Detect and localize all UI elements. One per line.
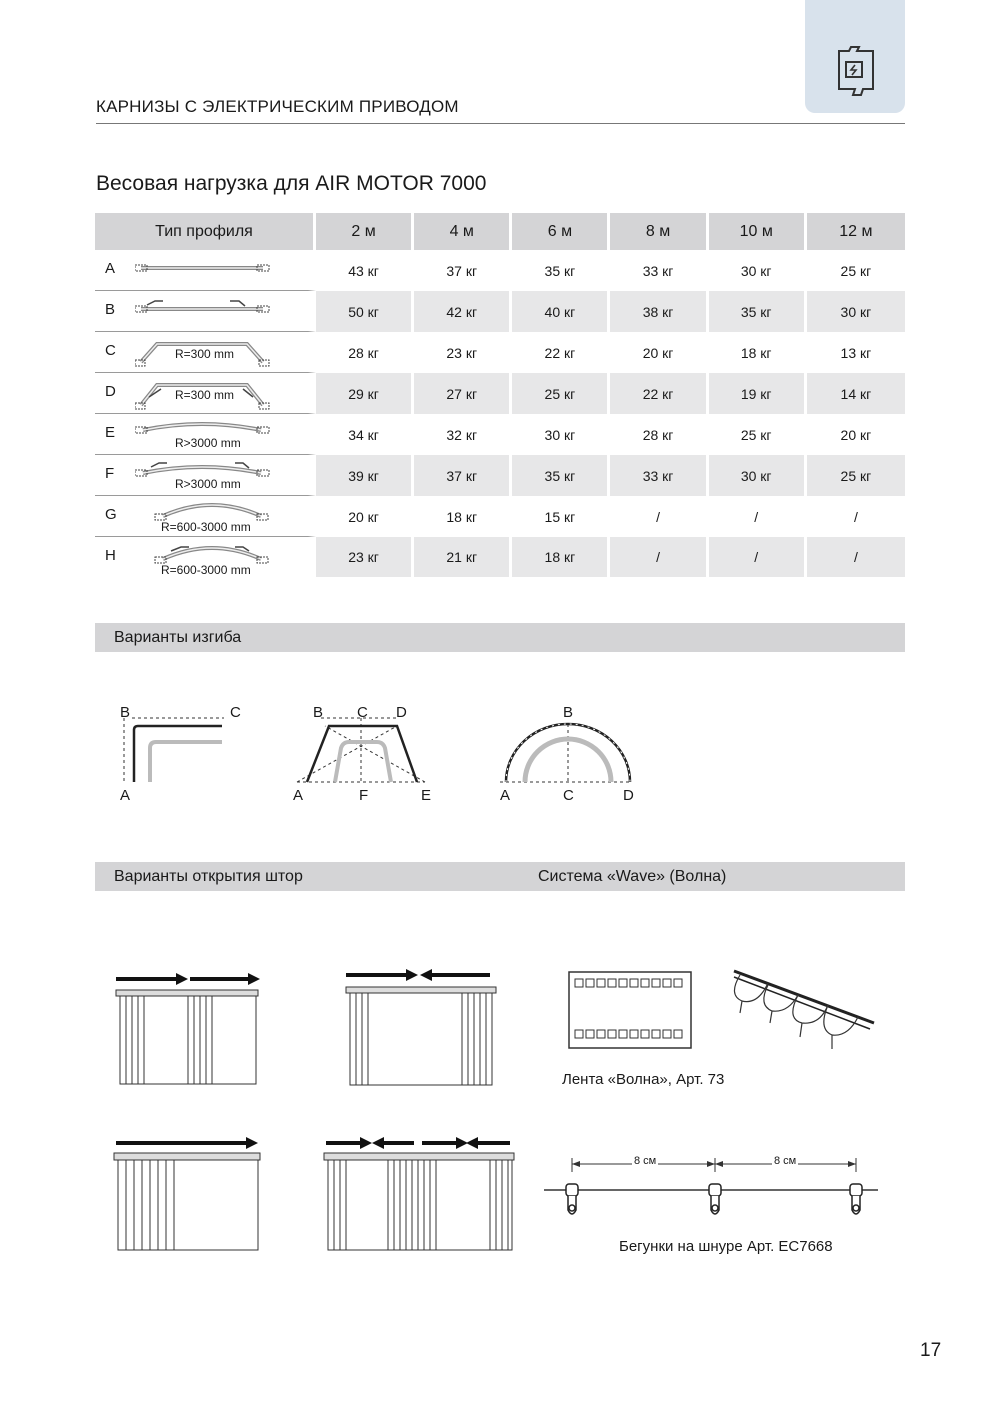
opening-scheme-single-icon <box>110 1135 270 1255</box>
table-row <box>95 537 905 577</box>
load-value: 30 кг <box>512 414 610 455</box>
profile-label: G <box>105 505 117 523</box>
table-row <box>95 250 905 291</box>
load-value: 30 кг <box>709 250 807 291</box>
bend3-label-d: D <box>623 787 634 804</box>
table-row <box>95 414 905 455</box>
profile-label: D <box>105 382 116 400</box>
load-value: 18 кг <box>709 332 807 373</box>
load-value: 39 кг <box>316 455 414 496</box>
table-row <box>95 291 905 332</box>
runner-caption: Бегунки на шнуре Арт. EC7668 <box>619 1238 833 1255</box>
bend-section-bar <box>95 623 905 652</box>
load-value: 33 кг <box>610 250 708 291</box>
load-value: / <box>807 537 905 577</box>
load-value: 19 кг <box>709 373 807 414</box>
profile-radius: R=600-3000 mm <box>161 520 251 534</box>
profile-label: E <box>105 423 116 441</box>
table-header-row <box>95 213 905 250</box>
load-value: 18 кг <box>512 537 610 577</box>
profile-radius: R=600-3000 mm <box>161 563 251 577</box>
profile-label: H <box>105 546 116 564</box>
profile-label: B <box>105 300 116 318</box>
bend3-label-c: C <box>563 787 574 804</box>
bend2-label-f: F <box>359 787 369 804</box>
load-value: 35 кг <box>512 455 610 496</box>
load-value: 40 кг <box>512 291 610 332</box>
load-value: / <box>853 508 858 525</box>
load-value: 35 кг <box>512 250 610 291</box>
table-row <box>95 373 905 414</box>
load-value: 23 кг <box>316 537 414 577</box>
load-value: / <box>610 496 708 537</box>
col-header-12m: 12 м <box>807 213 905 250</box>
profile-cell <box>95 455 316 496</box>
col-header-2m: 2 м <box>316 213 414 250</box>
load-value: 37 кг <box>414 455 512 496</box>
profile-radius: R>3000 mm <box>175 477 241 491</box>
load-value: 50 кг <box>316 291 414 332</box>
opening-scheme-center-icon <box>340 965 500 1090</box>
load-value: 30 кг <box>807 291 905 332</box>
load-value: 15 кг <box>512 496 610 537</box>
bend-section-title: Варианты изгиба <box>114 629 242 646</box>
opening-scheme-double-icon <box>318 1135 518 1255</box>
straight-overlap-profile-icon <box>135 293 305 329</box>
wave-section-title: Система «Wave» (Волна) <box>538 868 727 885</box>
cord-runners-icon <box>540 1150 880 1230</box>
load-value: 22 кг <box>512 332 610 373</box>
load-value: 34 кг <box>316 414 414 455</box>
profile-cell <box>95 496 316 537</box>
load-value: 32 кг <box>414 414 512 455</box>
load-value: 23 кг <box>414 332 512 373</box>
load-value: 21 кг <box>414 537 512 577</box>
load-value: 25 кг <box>709 414 807 455</box>
section-title: КАРНИЗЫ С ЭЛЕКТРИЧЕСКИМ ПРИВОДОМ <box>96 97 459 116</box>
wave-tape-caption: Лента «Волна», Арт. 73 <box>562 1071 725 1088</box>
wave-tape-icon <box>565 968 695 1053</box>
table-row <box>95 332 905 373</box>
load-value: 18 кг <box>414 496 512 537</box>
col-header-profile: Тип профиля <box>95 213 316 250</box>
profile-cell <box>95 291 316 332</box>
profile-label: A <box>105 259 116 277</box>
load-value: 35 кг <box>709 291 807 332</box>
table-title: Весовая нагрузка для AIR MOTOR 7000 <box>96 172 487 195</box>
load-value: 25 кг <box>807 455 905 496</box>
load-value: 28 кг <box>316 332 414 373</box>
load-table <box>95 213 905 577</box>
opening-section-bar <box>95 862 905 891</box>
load-value: / <box>709 537 807 577</box>
load-value: 20 кг <box>610 332 708 373</box>
table-row <box>95 455 905 496</box>
profile-cell <box>95 373 316 414</box>
bend2-label-c: C <box>357 704 368 721</box>
load-value: 30 кг <box>709 455 807 496</box>
profile-label: F <box>105 464 115 482</box>
profile-radius: R>3000 mm <box>175 436 241 450</box>
load-value: 29 кг <box>316 373 414 414</box>
bend2-label-e: E <box>421 787 432 804</box>
wall-socket-icon <box>835 45 877 97</box>
l-bend-diagram <box>112 700 242 810</box>
load-value: 22 кг <box>610 373 708 414</box>
load-value: 38 кг <box>610 291 708 332</box>
runner-spacing-left: 8 см <box>634 1155 657 1167</box>
load-value: 28 кг <box>610 414 708 455</box>
opening-scheme-right-icon <box>110 965 270 1090</box>
profile-cell <box>95 332 316 373</box>
load-value: / <box>610 537 708 577</box>
bend1-label-c: C <box>230 704 241 721</box>
runner-spacing-right: 8 см <box>774 1155 797 1167</box>
bend2-label-d: D <box>396 704 407 721</box>
bend2-label-b: B <box>313 704 324 721</box>
col-header-6m: 6 м <box>512 213 610 250</box>
load-value: 25 кг <box>512 373 610 414</box>
table-row <box>95 496 905 537</box>
profile-cell <box>95 250 316 291</box>
straight-profile-icon <box>135 252 305 288</box>
profile-cell <box>95 414 316 455</box>
load-value: 25 кг <box>840 262 872 279</box>
bend3-label-b: B <box>563 704 574 721</box>
col-header-10m: 10 м <box>709 213 807 250</box>
profile-radius: R=300 mm <box>175 347 235 361</box>
opening-section-title: Варианты открытия штор <box>114 868 303 885</box>
col-header-8m: 8 м <box>610 213 708 250</box>
load-value: 37 кг <box>414 250 512 291</box>
header-divider <box>96 123 905 124</box>
bend1-label-b: B <box>120 704 131 721</box>
profile-radius: R=300 mm <box>175 388 235 402</box>
bend1-label-a: A <box>120 787 131 804</box>
load-value: / <box>709 496 807 537</box>
bend2-label-a: A <box>293 787 304 804</box>
chapter-tab <box>805 0 905 113</box>
load-value: 43 кг <box>316 250 414 291</box>
load-value: 20 кг <box>316 496 414 537</box>
page-number: 17 <box>920 1340 942 1361</box>
load-value: 42 кг <box>414 291 512 332</box>
load-value: 13 кг <box>840 344 872 361</box>
load-value: 33 кг <box>610 455 708 496</box>
load-value: 20 кг <box>840 426 872 443</box>
col-header-4m: 4 м <box>414 213 512 250</box>
profile-label: C <box>105 341 116 359</box>
bend3-label-a: A <box>500 787 511 804</box>
load-value: 14 кг <box>807 373 905 414</box>
wave-track-icon <box>728 965 878 1055</box>
load-value: 27 кг <box>414 373 512 414</box>
profile-cell <box>95 537 316 577</box>
